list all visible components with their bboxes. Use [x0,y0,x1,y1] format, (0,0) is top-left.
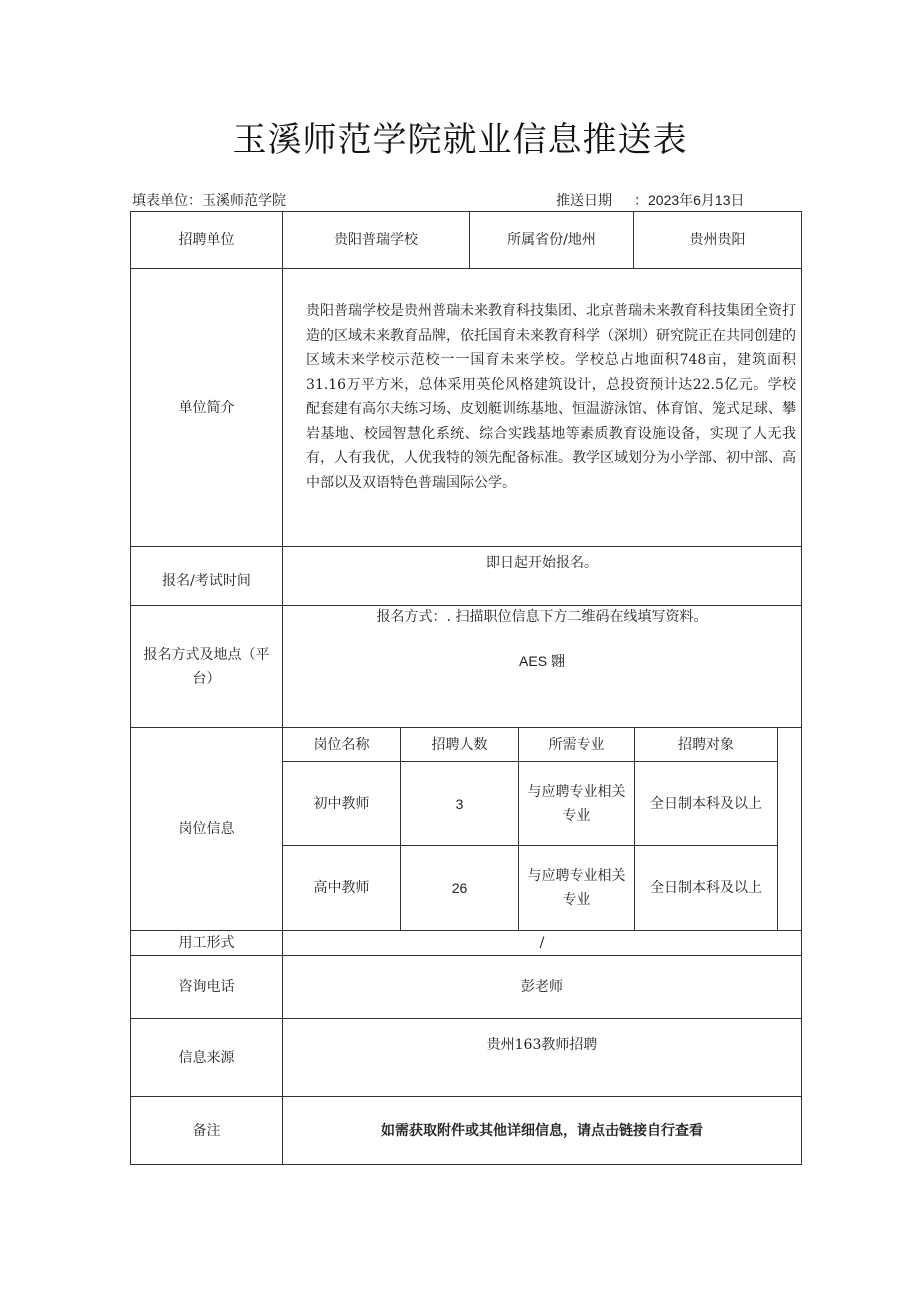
method-extra: AES 翾 [519,653,565,669]
position-row-1-name: 初中教师 [313,795,370,812]
time-label: 报名/考试时间 [162,573,251,589]
source-label: 信息来源 [178,1049,235,1066]
position-row-1-target: 全日制本科及以上 [650,795,762,812]
employer-value: 贵阳普瑞学校 [334,232,418,248]
region-value: 贵州贵阳 [689,232,746,248]
note-label: 备注 [192,1122,221,1139]
push-date-label: 推送日期 [556,193,612,209]
push-date-value: ：2023年6月13日 [634,192,745,208]
region-label: 所属省份/地州 [507,232,596,248]
positions-header-target: 招聘对象 [678,736,734,753]
employment-value: / [539,935,545,951]
note-link[interactable]: 如需获取附件或其他详细信息，请点击链接自行查看 [381,1122,703,1139]
employment-label: 用工形式 [178,935,235,951]
time-value: 即日起开始报名。 [486,555,598,571]
positions-header-name: 岗位名称 [313,736,370,753]
page-title: 玉溪师范学院就业信息推送表 [232,120,688,160]
position-row-2-count: 26 [451,880,468,896]
intro-label: 单位简介 [178,399,235,416]
position-row-1-major: 与应聘专业相关专业 [527,783,626,824]
position-row-2-major: 与应聘专业相关专业 [527,868,626,908]
contact-label: 咨询电话 [178,979,235,995]
positions-label: 岗位信息 [178,821,235,837]
position-row-2-name: 高中教师 [313,880,370,896]
positions-header-count: 招聘人数 [431,736,488,753]
position-row-2-target: 全日制本科及以上 [650,880,762,896]
employer-label: 招聘单位 [178,232,235,248]
positions-header-major: 所需专业 [548,736,605,753]
filler-unit: 填表单位：玉溪师范学院 [132,193,286,209]
contact-value: 彭老师 [521,979,563,995]
method-value: 报名方式：. 扫描职位信息下方二维码在线填写资料。 [376,609,708,625]
source-value: 贵州163教师招聘 [486,1037,598,1053]
intro-text: 贵阳普瑞学校是贵州普瑞未来教育科技集团、北京普瑞未来教育科技集团全资打造的区域未来教育品牌，依托国育未来教育科学（深圳）研究院正在共同创建的区域未来学校示范校一一国育未来学校。学校总占地面积748亩，建筑面积31.16万平方米，总体采用英伦风格建筑设计，总投资预计达22.5亿元。学校配套建有高尔夫练习场、皮划艇训练基地、恒温游泳馆、体育馆、笼式足球、攀岩基地、校园智慧化系统、综合实践基地等素质教育设施设备，实现了人无我有，人有我优，人优我特的领先配备标准。教学区域划分为小学部、初中部、高中部以及双语特色普瑞国际公学。 [306,303,796,491]
method-label: 报名方式及地点（平台） [143,646,270,687]
position-row-1-count: 3 [455,795,464,812]
